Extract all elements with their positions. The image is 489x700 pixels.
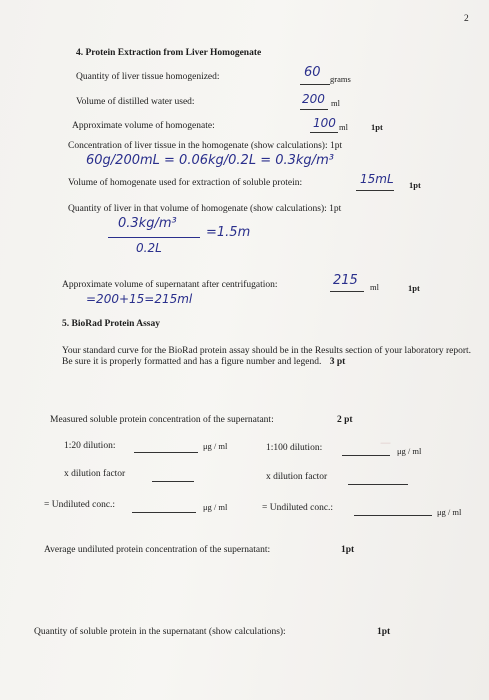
dilution-100-field[interactable] xyxy=(342,455,390,456)
approx-homogenate-unit: ml xyxy=(339,122,348,132)
undiluted-conc-2-unit: μg / ml xyxy=(437,507,462,517)
approx-homogenate-points: 1pt xyxy=(371,122,383,132)
average-concentration-points: 1pt xyxy=(341,545,355,555)
volume-used-points: 1pt xyxy=(409,180,421,190)
quantity-tissue-value: 60 xyxy=(304,65,321,80)
undiluted-conc-1-unit: μg / ml xyxy=(203,502,228,512)
supernatant-volume-value: 215 xyxy=(333,273,358,288)
approx-homogenate-value: 100 xyxy=(313,116,336,130)
dilution-20-field[interactable] xyxy=(134,452,198,453)
dilution-20-label: 1:20 dilution: xyxy=(64,441,116,451)
soluble-protein-points: 1pt xyxy=(377,627,391,637)
volume-water-value: 200 xyxy=(302,92,325,106)
supernatant-calculation: =200+15=215ml xyxy=(86,292,193,306)
volume-used-value: 15mL xyxy=(360,172,394,186)
undiluted-conc-1-field[interactable] xyxy=(132,512,196,513)
page-number: 2 xyxy=(464,14,469,24)
volume-used-label: Volume of homogenate used for extraction of soluble protein: xyxy=(68,178,303,188)
supernatant-volume-label: Approximate volume of supernatant after centrifugation: xyxy=(62,280,278,290)
dilution-100-unit: μg / ml xyxy=(397,446,422,456)
fraction-denominator: 0.2L xyxy=(136,241,162,255)
undiluted-conc-1-label: = Undiluted conc.: xyxy=(44,500,116,510)
quantity-liver-label: Quantity of liver in that volume of homogenate (show calculations): 1pt xyxy=(68,204,342,214)
volume-water-line xyxy=(300,109,328,110)
dilution-factor-2-field[interactable] xyxy=(348,484,408,485)
supernatant-volume-line xyxy=(330,291,364,292)
bleed-through-mark: — xyxy=(380,436,391,449)
volume-water-label: Volume of distilled water used: xyxy=(76,97,195,107)
standard-curve-instructions xyxy=(62,346,482,368)
approx-homogenate-label: Approximate volume of homogenate: xyxy=(72,121,215,131)
standard-curve-points: 3 pt xyxy=(329,357,346,367)
volume-water-unit: ml xyxy=(331,98,340,108)
fraction-bar xyxy=(108,237,200,238)
section-5-heading: 5. BioRad Protein Assay xyxy=(62,319,161,329)
undiluted-conc-2-field[interactable] xyxy=(354,515,432,516)
measured-concentration-points: 2 pt xyxy=(337,415,353,425)
dilution-100-label: 1:100 dilution: xyxy=(266,443,323,453)
section-4-heading: 4. Protein Extraction from Liver Homogenate xyxy=(76,48,262,58)
undiluted-conc-2-label: = Undiluted conc.: xyxy=(262,503,334,513)
standard-curve-text: Your standard curve for the BioRad protein assay should be in the Results section of your laboratory report. Be sure it is properly formatted and has a figure number and legend. xyxy=(62,346,472,367)
supernatant-volume-unit: ml xyxy=(370,282,379,292)
concentration-label: Concentration of liver tissue in the homogenate (show calculations): 1pt xyxy=(68,141,343,151)
approx-homogenate-line xyxy=(310,132,338,133)
dilution-20-unit: μg / ml xyxy=(203,441,228,451)
measured-concentration-label: Measured soluble protein concentration of the supernatant: xyxy=(50,415,274,425)
fraction-result: =1.5m xyxy=(206,225,251,240)
quantity-tissue-line xyxy=(300,84,330,85)
dilution-factor-1-field[interactable] xyxy=(152,481,194,482)
soluble-protein-label: Quantity of soluble protein in the supernatant (show calculations): xyxy=(34,627,286,637)
concentration-calculation: 60g/200mL = 0.06kg/0.2L = 0.3kg/m³ xyxy=(86,153,334,168)
volume-used-line xyxy=(356,190,394,191)
average-concentration-label: Average undiluted protein concentration of the supernatant: xyxy=(44,545,271,555)
dilution-factor-2-label: x dilution factor xyxy=(266,472,328,482)
quantity-tissue-unit: grams xyxy=(330,74,351,84)
quantity-tissue-label: Quantity of liver tissue homogenized: xyxy=(76,72,220,82)
fraction-numerator: 0.3kg/m³ xyxy=(118,216,177,231)
dilution-factor-1-label: x dilution factor xyxy=(64,469,126,479)
supernatant-volume-points: 1pt xyxy=(408,283,420,293)
